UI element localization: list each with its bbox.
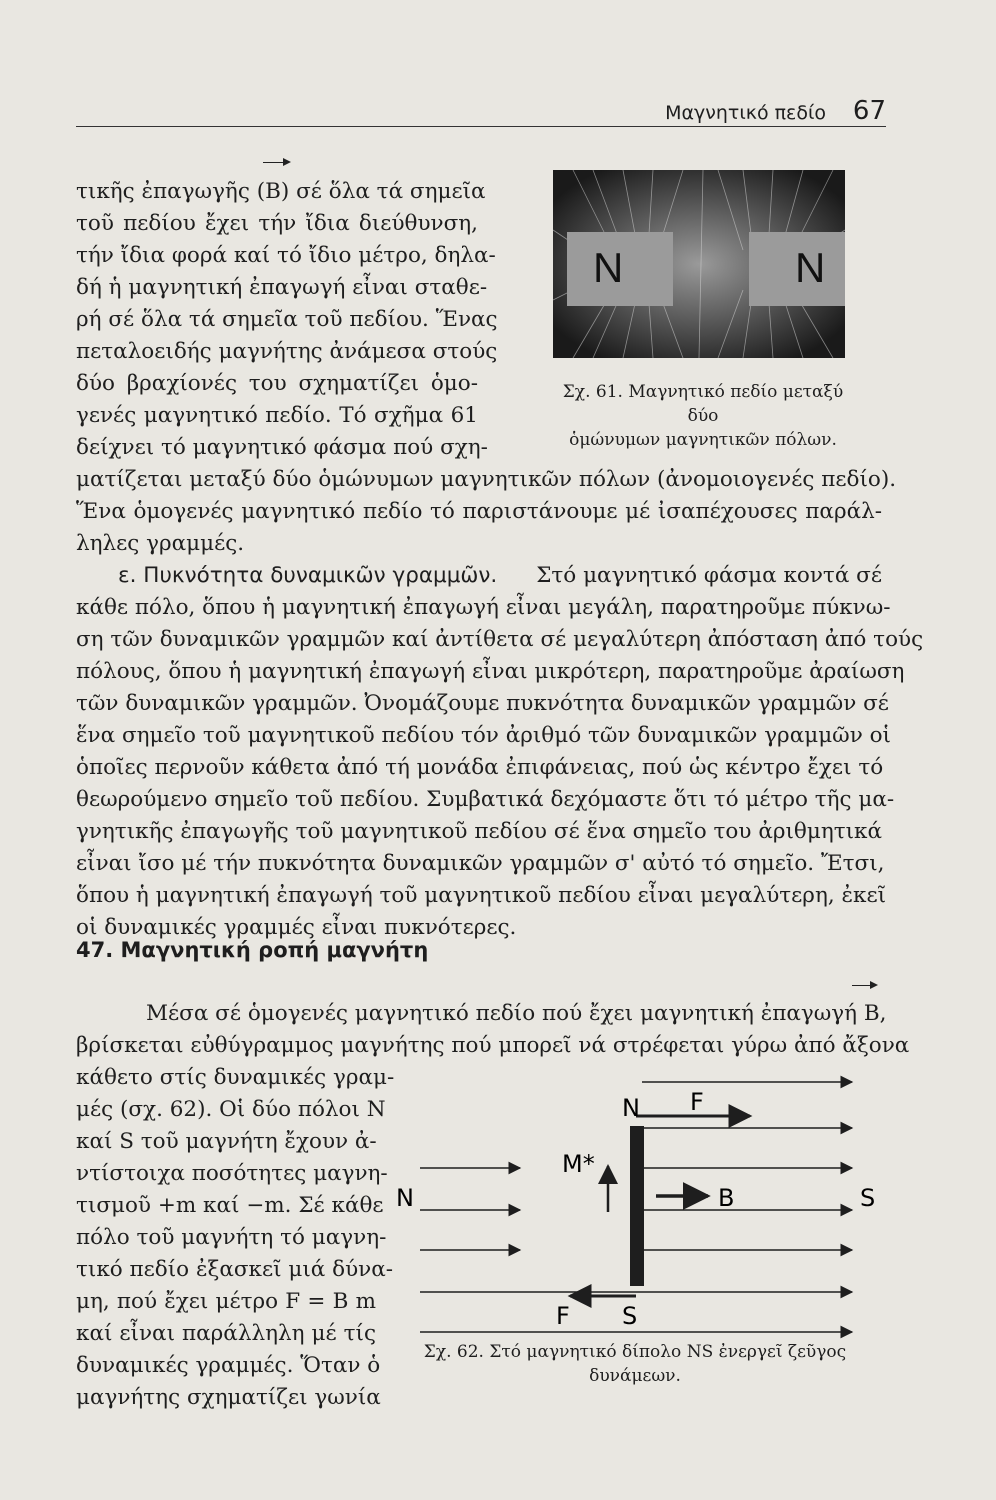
text-line: ληλες γραμμές. (76, 531, 245, 556)
text-line: ματίζεται μεταξύ δύο ὁμώνυμων μαγνητικῶν πόλων (ἀνομοιογενές πεδίο). (76, 467, 897, 492)
caption-line: ὁμώνυμων μαγνητικῶν πόλων. (569, 430, 837, 450)
label-S-right: S (860, 1184, 876, 1212)
caption-line: Σχ. 62. Στό μαγνητικό δίπολο NS ἐνεργεῖ ζεῦγος (423, 1342, 847, 1362)
text-line: δή ἡ μαγνητική ἐπαγωγή εἶναι σταθε- (76, 275, 488, 300)
pole-label-left: N (593, 244, 624, 291)
label-F-top: F (690, 1088, 704, 1116)
magnetic-spectrum-image (553, 170, 845, 358)
text-line: τικό πεδίο ἐξασκεῖ μιά δύνα- (76, 1257, 393, 1282)
label-S-bottom: S (622, 1302, 638, 1330)
text-line: πεταλοειδής μαγνήτης ἀνάμεσα στούς (76, 339, 498, 364)
text-line (76, 562, 882, 590)
text-line: τισμοῦ +m καί −m. Σέ κάθε (76, 1193, 384, 1218)
pole-label-right: N (795, 244, 826, 291)
text-line: τῶν δυναμικῶν γραμμῶν. Ὀνομάζουμε πυκνότητα δυναμικῶν γραμμῶν σέ (76, 691, 889, 716)
text-line: ρή σέ ὅλα τά σημεῖα τοῦ πεδίου. Ἕνας (76, 307, 498, 332)
label-M: M* (562, 1150, 595, 1178)
text-line: κάθετο στίς δυναμικές γραμ- (76, 1065, 395, 1090)
vector-arrow-B (261, 170, 275, 174)
text-line: γενές μαγνητικό πεδίο. Τό σχῆμα 61 (76, 403, 478, 428)
text-line: μές (σχ. 62). Οἱ δύο πόλοι N (76, 1097, 386, 1122)
label-F-bottom: F (556, 1302, 570, 1330)
figure-62-diagram (390, 1070, 876, 1340)
text-line: κάθε πόλο, ὅπου ἡ μαγνητική ἐπαγωγή εἶναι μεγάλη, παρατηροῦμε πύκνω- (76, 595, 891, 620)
text-line: οἱ δυναμικές γραμμές εἶναι πυκνότερες. (76, 915, 517, 940)
text-line: ὅπου ἡ μαγνητική ἐπαγωγή τοῦ μαγνητικοῦ πεδίου εἶναι μεγαλύτερη, ἐκεῖ (76, 883, 887, 908)
text-line: γνητικῆς ἐπαγωγῆς τοῦ μαγνητικοῦ πεδίου σέ ἕνα σημεῖο του ἀριθμητικά (76, 819, 882, 844)
text-line: Ἕνα ὁμογενές μαγνητικό πεδίο τό παριστάνουμε μέ ἰσαπέχουσες παράλ- (76, 499, 882, 524)
text-line: μαγνήτης σχηματίζει γωνία (76, 1385, 381, 1410)
figure-62-caption (400, 1340, 870, 1388)
text-line: τήν ἴδια φορά καί τό ἴδιο μέτρο, δηλα- (76, 243, 496, 268)
section-lead-rest: Στό μαγνητικό φάσμα κοντά σέ (536, 563, 882, 588)
text-line: τοῦ πεδίου ἔχει τήν ἴδια διεύθυνση, (76, 211, 478, 236)
page-number: 67 (852, 96, 886, 126)
label-N-top: N (622, 1094, 640, 1122)
text-line: τικῆς ἐπαγωγῆς (B) σέ ὅλα τά σημεῖα (76, 179, 486, 204)
caption-line: Σχ. 61. Μαγνητικό πεδίο μεταξύ δύο (562, 382, 844, 426)
caption-line: δυνάμεων. (589, 1366, 681, 1386)
text-line: ντίστοιχα ποσότητες μαγνη- (76, 1161, 388, 1186)
magnet-bar (630, 1126, 644, 1286)
text-line: μη, πού ἔχει μέτρο F = B m (76, 1289, 376, 1314)
text-line: βρίσκεται εὐθύγραμμος μαγνήτης πού μπορεῖ νά στρέφεται γύρω ἀπό ἄξονα (76, 1033, 910, 1058)
text-line: καί εἶναι παράλληλη μέ τίς (76, 1321, 376, 1346)
text-line: πόλους, ὅπου ἡ μαγνητική ἐπαγωγή εἶναι μικρότερη, παρατηροῦμε ἀραίωση (76, 659, 905, 684)
label-B: B (718, 1184, 735, 1212)
text-line: δύο βραχίονές του σχηματίζει ὁμο- (76, 371, 478, 396)
text-line: δείχνει τό μαγνητικό φάσμα πού σχη- (76, 435, 488, 460)
text-line: πόλο τοῦ μαγνήτη τό μαγνη- (76, 1225, 387, 1250)
text-line: εἶναι ἴσο μέ τήν πυκνότητα δυναμικῶν γραμμῶν σ' αὐτό τό σημεῖο. Ἔτσι, (76, 851, 885, 876)
vector-arrow-B (850, 993, 862, 997)
figure-61-caption (558, 380, 848, 452)
text-line: ὁποῖες περνοῦν κάθετα ἀπό τή μονάδα ἐπιφάνειας, πού ὡς κέντρο ἔχει τό (76, 755, 884, 780)
text-line: καί S τοῦ μαγνήτη ἔχουν ἀ- (76, 1129, 377, 1154)
text-line: Μέσα σέ ὁμογενές μαγνητικό πεδίο πού ἔχει μαγνητική ἐπαγωγή B, (146, 1001, 887, 1026)
figure-61-photo (553, 170, 845, 358)
running-header (76, 96, 886, 127)
text-line: ἕνα σημεῖο τοῦ μαγνητικοῦ πεδίου τόν ἀριθμό τῶν δυναμικῶν γραμμῶν οἱ (76, 723, 891, 748)
running-title: Μαγνητικό πεδίο (665, 102, 826, 124)
label-N-left: N (396, 1184, 414, 1212)
text-line: θεωρούμενο σημεῖο τοῦ πεδίου. Συμβατικά δεχόμαστε ὅτι τό μέτρο τῆς μα- (76, 787, 895, 812)
section-heading: 47. Μαγνητική ροπή μαγνήτη (76, 938, 429, 962)
text-line: ση τῶν δυναμικῶν γραμμῶν καί ἀντίθετα σέ μεγαλύτερη ἀπόσταση ἀπό τούς (76, 627, 924, 652)
text-line: δυναμικές γραμμές. Ὅταν ὁ (76, 1353, 381, 1378)
section-lead: ε. Πυκνότητα δυναμικῶν γραμμῶν. (118, 563, 498, 588)
